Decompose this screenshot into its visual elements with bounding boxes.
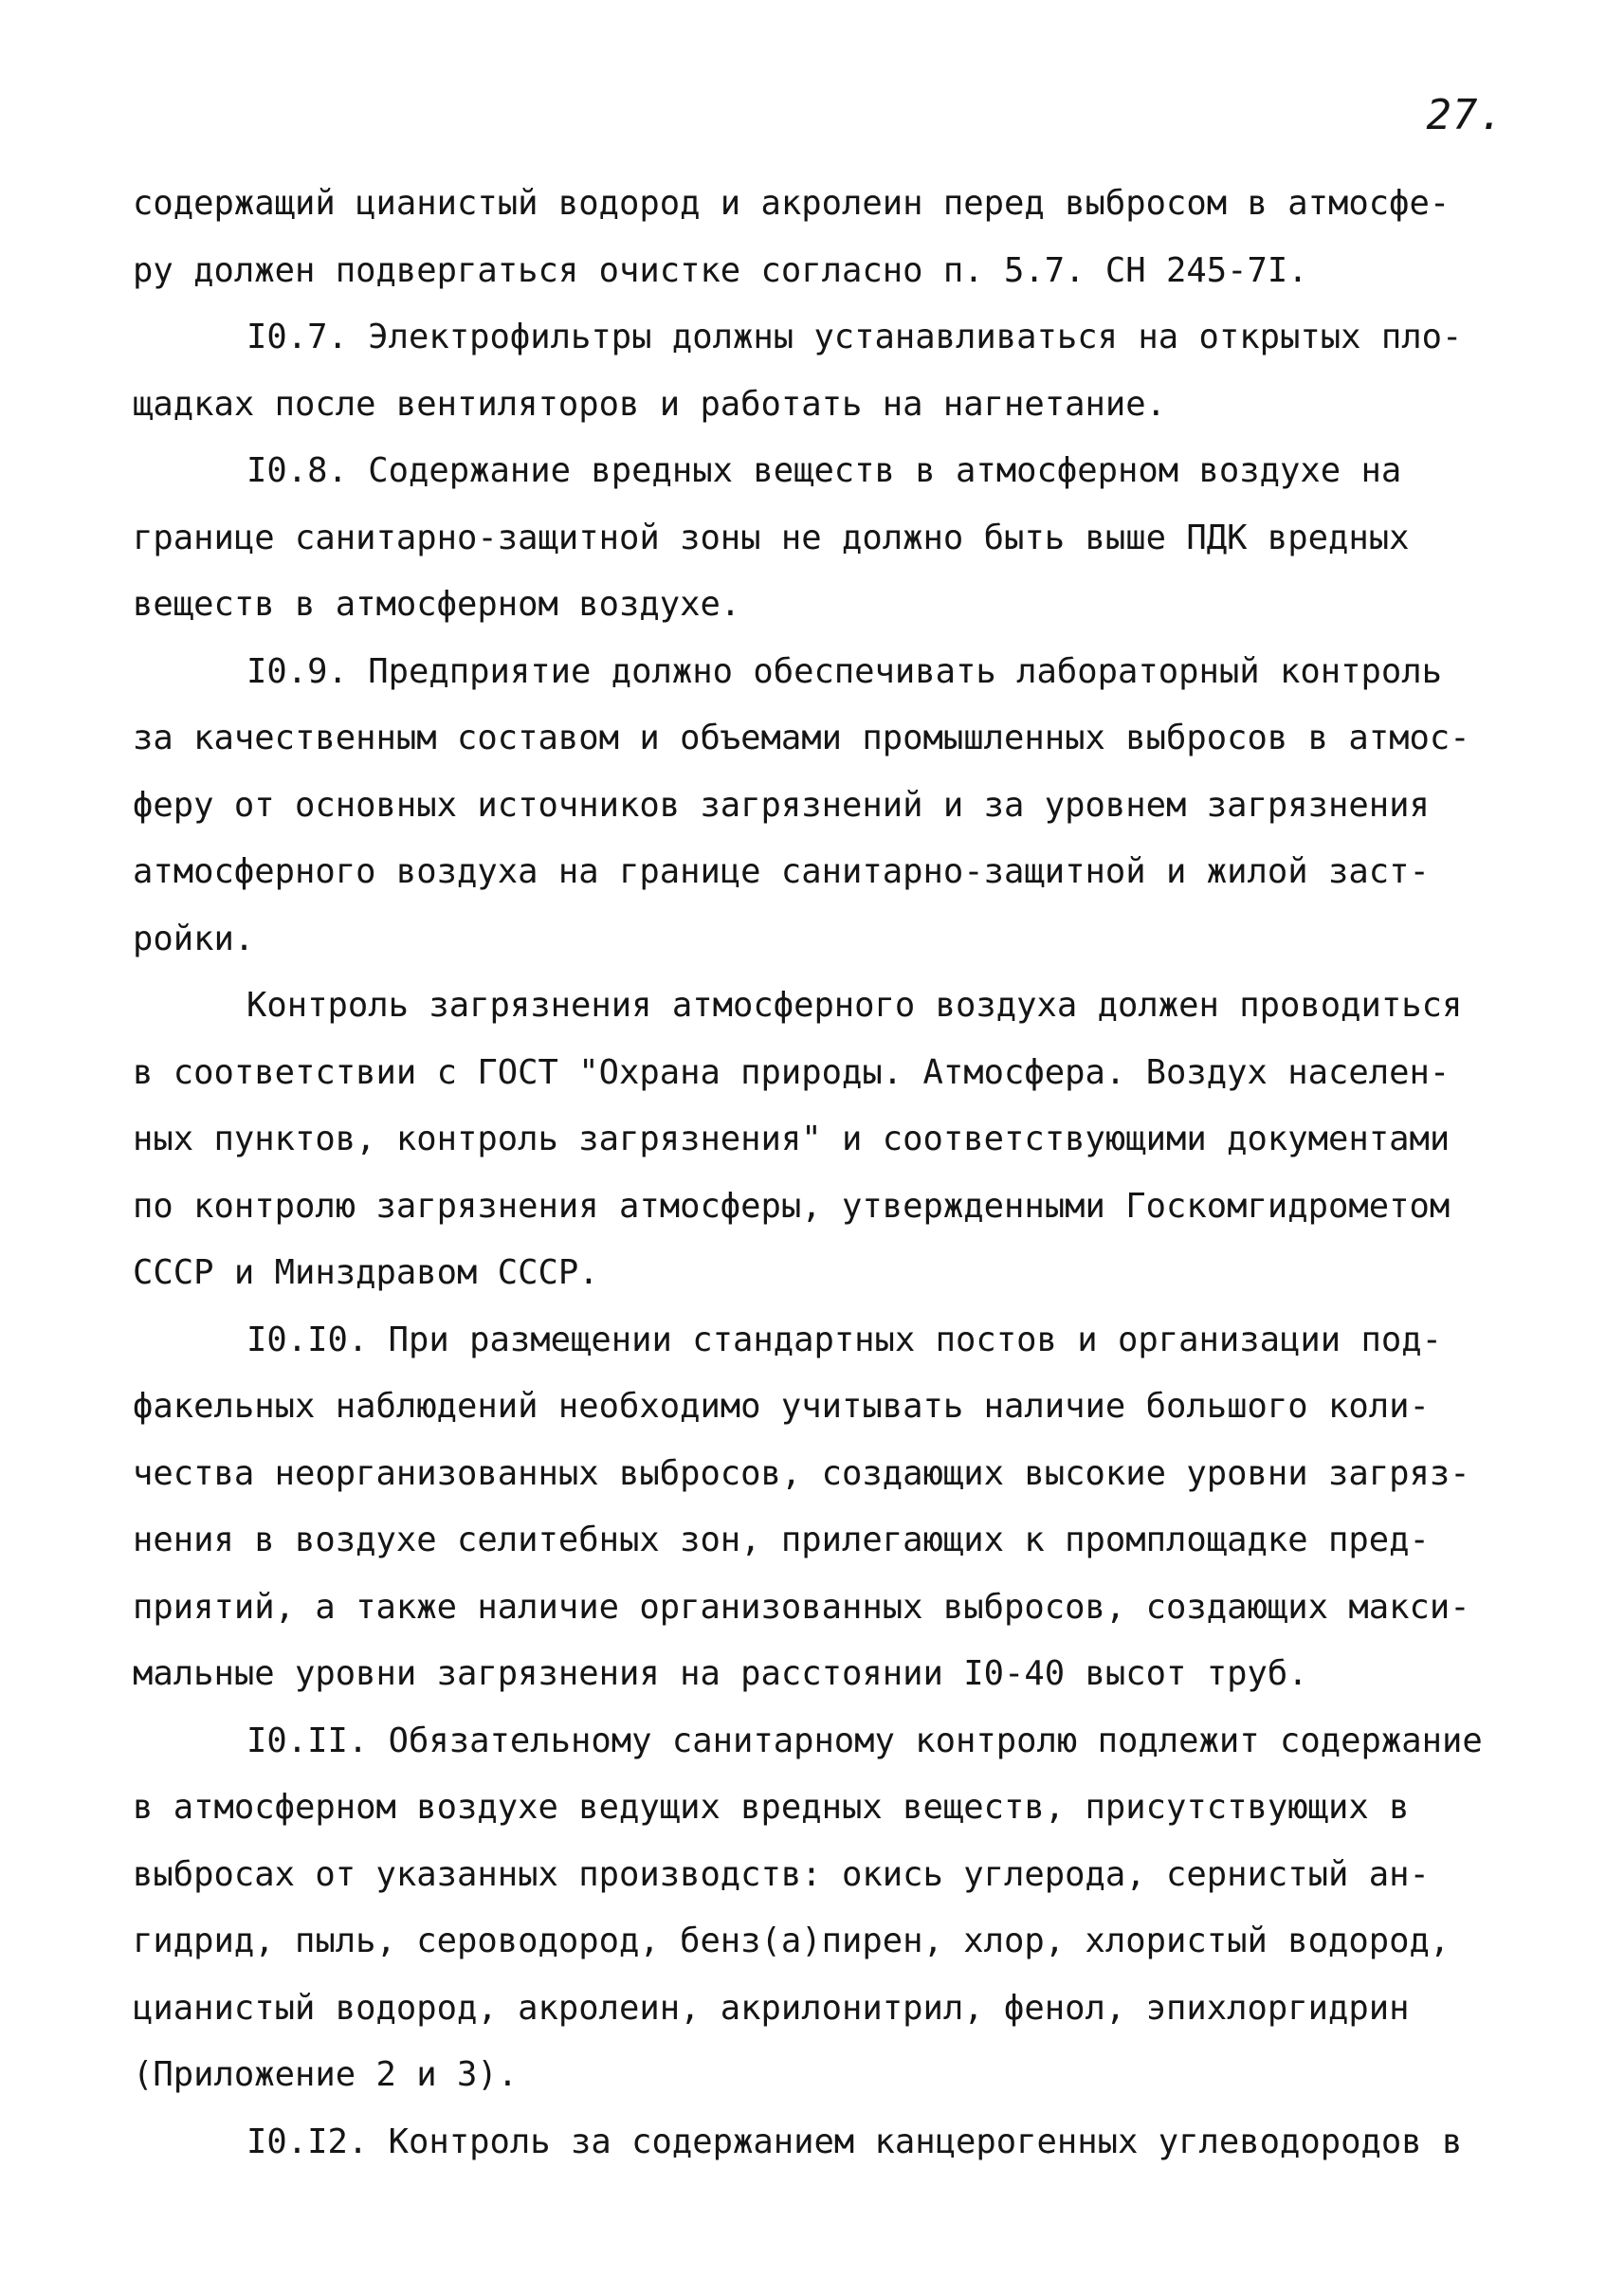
body-line: по контролю загрязнения атмосферы, утвержденными Госкомгидрометом	[133, 1186, 1451, 1226]
body-line: I0.9. Предприятие должно обеспечивать лабораторный контроль	[246, 651, 1442, 691]
body-line: (Приложение 2 и 3).	[133, 2055, 519, 2094]
body-line: феру от основных источников загрязнений и за уровнем загрязнения	[133, 785, 1430, 825]
body-line: мальные уровни загрязнения на расстоянии I0-40 высот труб.	[133, 1654, 1308, 1693]
body-line: за качественным составом и объемами промышленных выбросов в атмос-	[133, 719, 1470, 757]
body-line: границе санитарно-защитной зоны не должно быть выше ПДК вредных	[133, 518, 1410, 557]
body-line: ру должен подвергаться очистке согласно п. 5.7. СН 245-7I.	[133, 250, 1308, 290]
body-line: ройки.	[133, 919, 255, 958]
body-line: I0.I0. При размещении стандартных постов и организации под-	[246, 1320, 1442, 1359]
page-number: 27.	[1426, 91, 1505, 139]
body-line: факельных наблюдений необходимо учитывать наличие большого коли-	[133, 1387, 1430, 1426]
body-line: щадках после вентиляторов и работать на нагнетание.	[133, 384, 1167, 424]
body-line: чества неорганизованных выбросов, создающих высокие уровни загряз-	[133, 1453, 1470, 1493]
body-line: цианистый водород, акролеин, акрилонитрил, фенол, эпихлоргидрин	[133, 1988, 1410, 2028]
body-line: в соответствии с ГОСТ "Охрана природы. Атмосфера. Воздух населен-	[133, 1052, 1451, 1092]
body-line: веществ в атмосферном воздухе.	[133, 585, 741, 624]
body-line: I0.7. Электрофильтры должны устанавливаться на открытых пло-	[246, 318, 1463, 356]
body-line: I0.II. Обязательному санитарному контролю подлежит содержание	[246, 1721, 1483, 1760]
body-line: Контроль загрязнения атмосферного воздуха должен проводиться	[246, 986, 1463, 1025]
body-line: ных пунктов, контроль загрязнения" и соответствующими документами	[133, 1120, 1451, 1158]
body-line: приятий, а также наличие организованных выбросов, создающих макси-	[133, 1587, 1470, 1627]
body-line: содержащий цианистый водород и акролеин перед выбросом в атмосфе-	[133, 184, 1451, 223]
body-line: I0.I2. Контроль за содержанием канцерогенных углеводородов в	[246, 2122, 1463, 2161]
body-line: нения в воздухе селитебных зон, прилегающих к промплощадке пред-	[133, 1521, 1430, 1559]
document-body	[133, 171, 1517, 2176]
body-line: гидрид, пыль, сероводород, бенз(а)пирен, хлор, хлористый водород,	[133, 1922, 1451, 1960]
body-line: в атмосферном воздухе ведущих вредных веществ, присутствующих в	[133, 1788, 1410, 1827]
body-line: атмосферного воздуха на границе санитарно-защитной и жилой заст-	[133, 852, 1430, 891]
body-line: выбросах от указанных производств: окись углерода, сернистый ан-	[133, 1854, 1430, 1894]
body-line: СССР и Минздравом СССР.	[133, 1253, 599, 1292]
body-line: I0.8. Содержание вредных веществ в атмосферном воздухе на	[246, 451, 1402, 490]
